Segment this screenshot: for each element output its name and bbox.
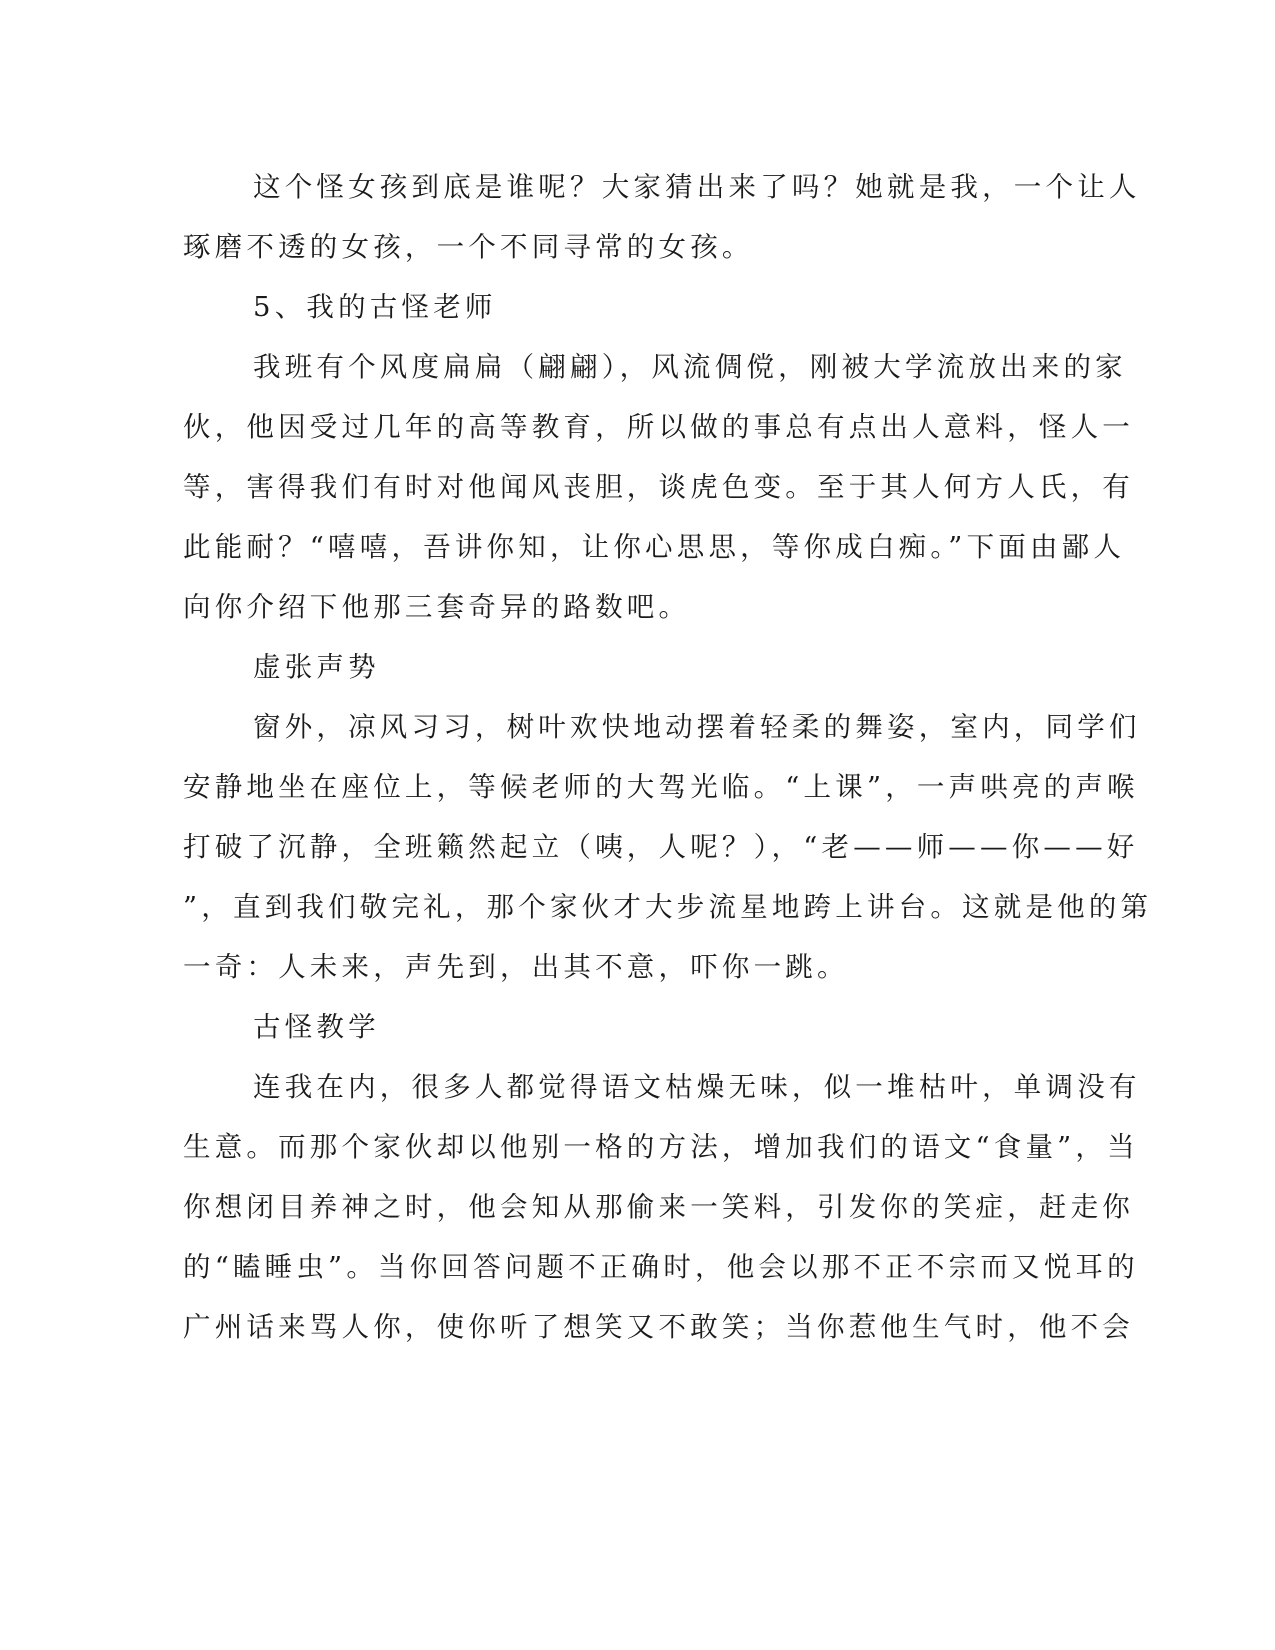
subsection-heading: 虚张声势: [253, 651, 380, 683]
paragraph-line: 我班有个风度扁扁（翩翩），风流倜傥，刚被大学流放出来的家: [253, 351, 1127, 383]
paragraph-line: 此能耐？“嘻嘻，吾讲你知，让你心思思，等你成白痴。”下面由鄙人: [183, 531, 1126, 563]
paragraph-line: 琢磨不透的女孩，一个不同寻常的女孩。: [183, 231, 754, 263]
section-heading: 5、我的古怪老师: [253, 291, 497, 323]
paragraph-line: 一奇：人未来，声先到，出其不意，吓你一跳。: [183, 951, 849, 983]
document-body: [183, 157, 1153, 1357]
paragraph-line: 这个怪女孩到底是谁呢？大家猜出来了吗？她就是我，一个让人: [253, 171, 1141, 203]
paragraph-line: 窗外，凉风习习，树叶欢快地动摆着轻柔的舞姿，室内，同学们: [253, 711, 1141, 743]
paragraph-line: 伙，他因受过几年的高等教育，所以做的事总有点出人意料，怪人一: [183, 411, 1134, 443]
paragraph-line: 生意。而那个家伙却以他别一格的方法，增加我们的语文“食量”，当: [183, 1131, 1139, 1163]
paragraph-line: 等，害得我们有时对他闻风丧胆，谈虎色变。至于其人何方人氏，有: [183, 471, 1134, 503]
subsection-heading: 古怪教学: [253, 1011, 380, 1043]
paragraph-line: 的“瞌睡虫”。当你回答问题不正确时，他会以那不正不宗而又悦耳的: [183, 1251, 1139, 1283]
paragraph-line: 连我在内，很多人都觉得语文枯燥无味，似一堆枯叶，单调没有: [253, 1071, 1141, 1103]
paragraph-line: 打破了沉静，全班籁然起立（咦，人呢？），“老——师——你——好: [183, 831, 1139, 863]
paragraph-line: 向你介绍下他那三套奇异的路数吧。: [183, 591, 691, 623]
paragraph-line: 你想闭目养神之时，他会知从那偷来一笑料，引发你的笑症，赶走你: [183, 1191, 1134, 1223]
paragraph-line: 安静地坐在座位上，等候老师的大驾光临。“上课”，一声哄亮的声喉: [183, 771, 1139, 803]
paragraph-line: 广州话来骂人你，使你听了想笑又不敢笑；当你惹他生气时，他不会: [183, 1311, 1134, 1343]
paragraph-line: ”，直到我们敬完礼，那个家伙才大步流星地跨上讲台。这就是他的第: [183, 891, 1153, 923]
